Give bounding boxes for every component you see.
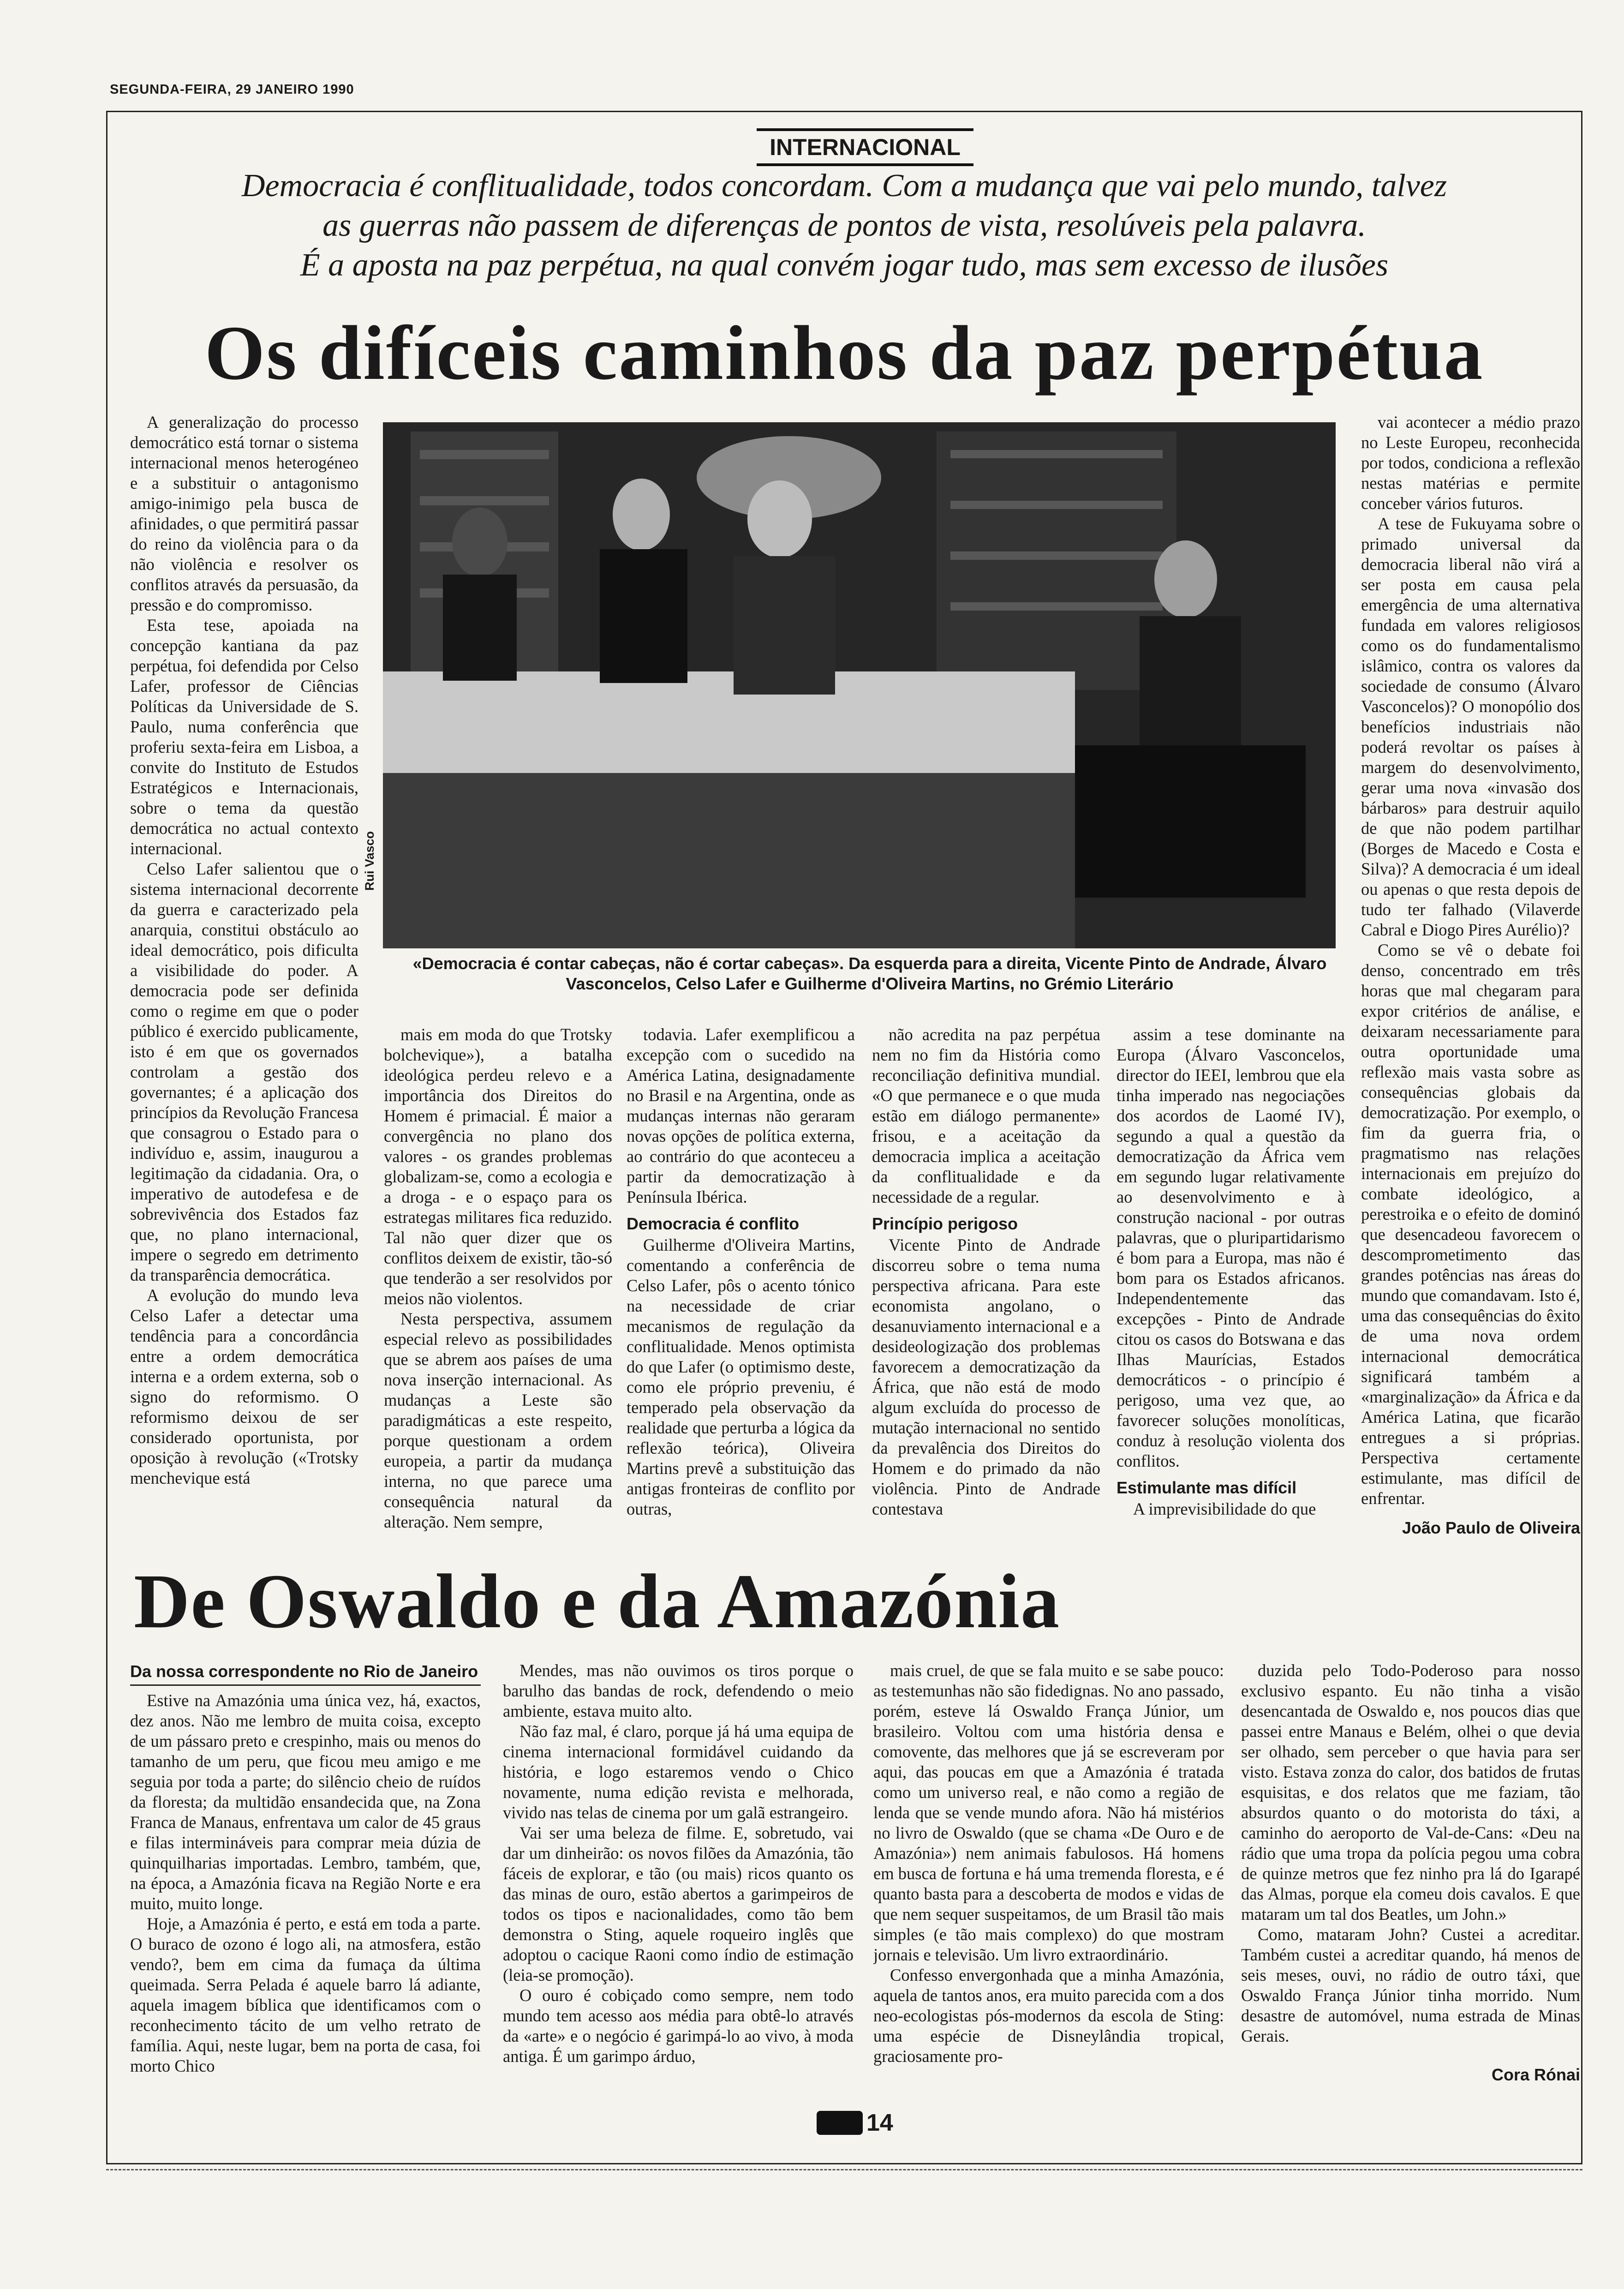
paragraph: O ouro é cobiçado como sempre, nem todo mundo tem acesso aos média para obtê-lo através da «arte» e o negócio é garimpá-lo ao vivo, à moda antiga. É um garimpo árduo, [503, 1986, 854, 2066]
subhead: Democracia é conflito [627, 1214, 800, 1233]
photo-caption: «Democracia é contar cabeças, não é cortar cabeças». Da esquerda para a direita, Vicente Pinto de Andrade, Álvaro Vasconcelos, Celso Lafer e Guilherme d'Oliveira Martins, no Grémio Literário [412, 954, 1327, 993]
paragraph: A generalização do processo democrático está tornar o sistema internacional menos heterogéneo e a substituir o antagonismo amigo-inimigo pela busca de afinidades, o que permitirá passar do reino da violência para o da não violência e resolver os conflitos através da persuasão, da pressão e do compromisso. [130, 413, 358, 614]
paragraph: duzida pelo Todo-Poderoso para nosso exclusivo espanto. Eu não tinha a visão desencantada de Oswaldo e, nos poucos dias que passei entre Manaus e Belém, olhei o que devia ser olhado, sem perceber o que havia para ser visto. Estava zonza do calor, dos batidos de frutas esquisitas, e dos relatos que me faziam, tão absurdos quanto o do motorista do táxi, a caminho do aeroporto de Val-de-Cans: «Deu na rádio que uma tropa da polícia pegou uma cobra de quinze metros que fez ninho pra lá do Igarapé das Almas, porque ela comeu dois cavalos. E que mataram um tal dos Beatles, um John.» [1241, 1661, 1580, 1923]
paragraph: A imprevisibilidade do que [1133, 1499, 1316, 1518]
photo-credit: Rui Vasco [363, 831, 376, 891]
paragraph: mais cruel, de que se fala muito e se sabe pouco: as testemunhas não são fidedignas. No ano passado, porém, esteve lá Oswaldo França Júnior, um brasileiro. Voltou com uma história densa e comovente, das melhores que já se escreveram por aqui, das poucas em que a Amazónia é tratada como um universo real, e não como a região de lenda que se vende mundo afora. Não há mistérios no livro de Oswaldo (que se chama «De Ouro e de Amazónia») nem animais fabulosos. Há homens em busca de fortuna e há uma tremenda floresta, e é quanto basta para a descoberta de modos e vidas de que nem sequer suspeitamos, de um Brasil tão mais simples (e tão mais complexo) do que mostram jornais e televisão. Um livro extraordinário. [873, 1661, 1224, 1964]
paragraph: Guilherme d'Oliveira Martins, comentando a conferência de Celso Lafer, pôs o acento tónico na necessidade de criar mecanismos de regulação da conflitualidade. Menos optimista do que Lafer (o optimismo deste, como ele próprio preveniu, é temperado pela observação da realidade que perturba a lógica da reflexão teórica), Oliveira Martins prevê a substituição das antigas fronteiras de conflito por outras, [627, 1235, 855, 1518]
article-column-3 [627, 1025, 855, 1546]
paragraph: Estive na Amazónia uma única vez, há, exactos, dez anos. Não me lembro de muita coisa, excepto de um pássaro preto e crespinho, mais ou menos do tamanho de um peru, que ficou meu amigo e me seguia por toda a parte; do silêncio cheio de ruídos da floresta; da multidão ensandecida que, na Zona Franca de Manaus, enfrentava um calor de 45 graus e filas intermináveis para comprar meia dúzia de quinquilharias importadas. Lembro, também, que, na época, a Amazónia ficava na Região Norte e era muito, muito longe. [130, 1691, 481, 1913]
subhead: Estimulante mas difícil [1116, 1478, 1297, 1497]
paragraph: Nesta perspectiva, assumem especial relevo as possibilidades que se abrem aos países de uma nova inserção internacional. As mudanças a Leste são paradigmáticas a este respeito, porque questionam a ordem europeia, a partir da mudança interna, no que parece uma consequência natural da alteração. Nem sempre, [384, 1309, 612, 1531]
paragraph: todavia. Lafer exemplificou a excepção com o sucedido na América Latina, designadamente no Brasil e na Argentina, onde as mudanças internas não geraram novas opções de política externa, ao contrário do que aconteceu a partir da democratização à Península Ibérica. [627, 1025, 855, 1206]
article-column-6 [1361, 412, 1580, 1515]
lead-line: É a aposta na paz perpétua, na qual convém jogar tudo, mas sem excesso de ilusões [300, 247, 1389, 283]
section-label: INTERNACIONAL [757, 128, 973, 166]
article2-column-4 [1241, 1660, 1580, 2067]
footer-rule [106, 2169, 1582, 2170]
paragraph: Mendes, mas não ouvimos os tiros porque o barulho das bandas de rock, defendendo o meio ambiente, estava muito alto. [503, 1661, 854, 1720]
paragraph: Como se vê o debate foi denso, concentrado em três horas que mal chegaram para expor critérios de análise, e deixaram necessariamente para outra oportunidade uma reflexão mais vasta sobre as consequências globais da democratização. Por exemplo, o fim da guerra fria, o pragmatismo nas relações internacionais em prejuízo do combate ideológico, a perestroika e o efeito de dominó que desencadeou favorecem o descomprometimento das grandes potências nas áreas do mundo que comandavam. Isto é, uma das consequências do êxito de uma nova ordem internacional democrática significará também a «marginalização» da África e da América Latina, que ficarão entregues a si próprias. Perspectiva certamente estimulante, mas difícil de enfrentar. [1361, 941, 1580, 1508]
photo-illustration [383, 422, 1336, 948]
paragraph: mais em moda do que Trotsky bolchevique»), a batalha ideológica perdeu relevo e a importância dos Direitos do Homem é primacial. É maior a convergência no plano dos valores - os grandes problemas globalizam-se, como a ecologia e a droga - e o espaço para os estrategas militares fica reduzido. Tal não quer dizer que os conflitos deixem de existir, tão-só que tenderão a ser resolvidos por meios não violentos. [384, 1025, 612, 1308]
article-column-1 [130, 412, 358, 1546]
paragraph: Vai ser uma beleza de filme. E, sobretudo, vai dar um dinheirão: os novos filões da Amazónia, tão fáceis de explorar, e tão (ou mais) ricos quanto os das minas de ouro, estão abertos a garimpeiros de todos os tipos e nacionalidades, como tão bem demonstra o Sting, aquele roqueiro inglês que adoptou o cacique Raoni como índio de estimação (leia-se promoção). [503, 1823, 854, 1984]
article-column-2 [384, 1025, 612, 1546]
paragraph: vai acontecer a médio prazo no Leste Europeu, reconhecida por todos, condiciona a reflexão nestas matérias e permite conceber vários futuros. [1361, 413, 1580, 513]
paragraph: não acredita na paz perpétua nem no fim da História como reconciliação definitiva mundial. «O que permanece e o que muda estão em diálogo permanente» frisou, e a aceitação da democracia implica a aceitação da conflitualidade e da necessidade de a regular. [872, 1025, 1100, 1206]
article-column-4 [872, 1025, 1100, 1546]
conference-photo [383, 422, 1336, 948]
paragraph: Não faz mal, é claro, porque já há uma equipa de cinema internacional formidável cuidando da história, e logo estaremos vendo o Chico novamente, numa edição revista e melhorada, vivido nas telas de cinema por um galã estrangeiro. [503, 1722, 854, 1822]
lead-line: Democracia é conflitualidade, todos concordam. Com a mudança que vai pelo mundo, talvez [241, 168, 1447, 204]
dateline: SEGUNDA-FEIRA, 29 JANEIRO 1990 [110, 82, 354, 97]
correspondent-label: Da nossa correspondente no Rio de Janeiro [130, 1661, 481, 1686]
paragraph: Hoje, a Amazónia é perto, e está em toda a parte. O buraco de ozono é logo ali, na atmosfera, estão vendo?, bem em cima da fumaça da última queimada. Serra Pelada é aquele barro lá adiante, aquela imagem bíblica que identificamos com o reconhecimento tácito de um velho retrato de família. Aqui, neste lugar, bem na porta de casa, foi morto Chico [130, 1914, 481, 2075]
paragraph: Vicente Pinto de Andrade discorreu sobre o tema numa perspectiva africana. Para este economista angolano, o desanuviamento internacional e a desideologização dos problemas favorecem a democratização da África, que não está de modo algum excluída do processo de mutação internacional no sentido da prevalência dos Direitos do Homem e do primado da não violência. Pinto de Andrade contestava [872, 1235, 1100, 1518]
article-headline: Os difíceis caminhos da paz perpétua [204, 310, 1484, 396]
lead-paragraph [129, 166, 1559, 285]
page-number-box [817, 2109, 893, 2137]
article2-column-1 [130, 1661, 481, 2086]
paragraph: A tese de Fukuyama sobre o primado universal da democracia liberal não virá a ser posta em causa pela emergência de uma alternativa fundada em valores religiosos como os do fundamentalismo islâmico, contra os valores da sociedade de consumo (Álvaro Vasconcelos)? O monopólio dos benefícios industriais não poderá revoltar os países à margem do desenvolvimento, gerar uma nova «invasão dos bárbaros» para destruir aquilo de que não podem partilhar (Borges de Macedo e Costa e Silva)? A democracia é um ideal ou apenas o que resta depois de tudo ter falhado (Vilaverde Cabral e Diogo Pires Aurélio)? [1361, 514, 1580, 939]
paragraph: A evolução do mundo leva Celso Lafer a detectar uma tendência para a concordância entre a ordem democrática interna e a ordem externa, sob o signo do reformismo. O reformismo deixou de ser considerado oportunista, por oposição à revolução («Trotsky menchevique está [130, 1286, 358, 1487]
article-headline-2: De Oswaldo e da Amazónia [134, 1558, 1061, 1644]
paragraph: Como, mataram John? Custei a acreditar. Também custei a acreditar quando, há menos de seis meses, ouvi, no rádio de outro táxi, que Oswaldo França Júnior tinha morrido. Num desastre de automóvel, numa estrada de Minas Gerais. [1241, 1925, 1580, 2045]
subhead: Princípio perigoso [872, 1214, 1018, 1233]
paragraph: Esta tese, apoiada na concepção kantiana da paz perpétua, foi defendida por Celso Lafer, professor de Ciências Políticas da Universidade de S. Paulo, numa conferência que proferiu sexta-feira em Lisboa, a convite do Instituto de Estudos Estratégicos e Internacionais, sobre o tema da questão democrática no actual contexto internacional. [130, 616, 358, 858]
paragraph: Confesso envergonhada que a minha Amazónia, aquela de tantos anos, era muito parecida com a dos neo-ecologistas pós-modernos da escola de Sting: uma espécie de Disneylândia tropical, graciosamente pro- [873, 1965, 1224, 2066]
byline: João Paulo de Oliveira [1402, 1518, 1580, 1537]
paragraph: assim a tese dominante na Europa (Álvaro Vasconcelos, director do IEEI, lembrou que ela tinha imperado nas negociações dos acordos de Laomé IV), segundo a qual a questão da democratização da África vem em segundo lugar relativamente ao desenvolvimento e à construção nacional - por outras palavras, que o pluripartidarismo é bom para a Europa, mas não é bom para os Estados africanos. Independentemente das excepções - Pinto de Andrade citou os casos do Botswana e das Ilhas Maurícias, Estados democráticos - o princípio é perigoso, uma vez que, ao favorecer soluções monolíticas, conduz à resolução violenta dos conflitos. [1116, 1025, 1345, 1470]
newspaper-logo-icon [817, 2111, 863, 2135]
article2-column-3 [873, 1660, 1224, 2086]
article-column-5 [1116, 1025, 1345, 1546]
page-number: 14 [866, 2109, 893, 2136]
lead-line: as guerras não passem de diferenças de pontos de vista, resolúveis pela palavra. [322, 208, 1366, 243]
byline: Cora Rónai [1491, 2065, 1580, 2084]
article2-column-2 [503, 1660, 854, 2086]
paragraph: Celso Lafer salientou que o sistema internacional decorrente da guerra e caracterizado pela anarquia, constitui obstáculo ao ideal democrático, pois dificulta a visibilidade do poder. A democracia pode ser definida como o regime em que o poder público é exercido publicamente, isto é em que os governados controlam a gestão dos governantes; é a aplicação dos princípios da Revolução Francesa que consagrou o Estado para o indivíduo e, assim, inaugurou a legitimação da cidadania. Ora, o imperativo de autodefesa e de sobrevivência dos Estados faz que, no plano internacional, impere o segredo em detrimento da transparência democrática. [130, 859, 358, 1284]
